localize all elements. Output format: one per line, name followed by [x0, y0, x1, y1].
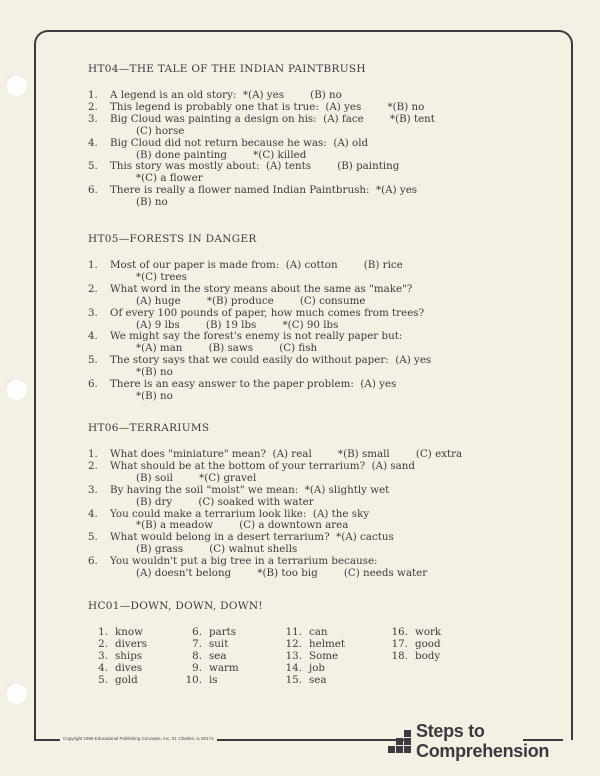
question-text: We might say the forest's enemy is not really paper but:: [110, 330, 403, 343]
word-column: [86, 627, 147, 687]
word-column: [280, 627, 345, 687]
question-text: There is an easy answer to the paper problem: (A) yes: [110, 378, 397, 391]
word-answer: dives: [115, 662, 143, 674]
word-answer: sea: [209, 650, 227, 662]
word-answer: can: [309, 626, 328, 638]
question-text: What word in the story means about the same as "make"?: [110, 282, 413, 295]
question-text: This story was mostly about: (A) tents (B) painting: [110, 160, 400, 173]
word-column: [180, 627, 239, 687]
question-item: [88, 532, 558, 556]
word-number: 18.: [391, 650, 408, 662]
word-item: [386, 651, 441, 663]
word-answer: Some: [309, 650, 339, 662]
word-number: 4.: [98, 662, 108, 674]
question-text: You wouldn't put a big tree in a terrarium because:: [110, 555, 378, 568]
question-number: 1.: [88, 89, 98, 101]
word-answer: sea: [309, 674, 327, 686]
question-item: [88, 260, 558, 284]
question-number: 6.: [88, 555, 98, 568]
question-item: [88, 556, 558, 580]
word-number: 12.: [285, 638, 302, 650]
word-number: 15.: [285, 674, 302, 686]
word-answer: work: [415, 626, 442, 638]
word-number: 17.: [391, 638, 408, 650]
binder-hole-middle: [5, 378, 27, 400]
answer-choices-line: *(A) man (B) saws (C) fish: [136, 342, 318, 355]
question-number: 5.: [88, 160, 98, 173]
word-column: [386, 627, 441, 663]
question-text: Big Cloud was painting a design on his: (A) face *(B) tent: [110, 112, 435, 125]
word-number: 11.: [285, 626, 302, 638]
answer-choices-line: (C) horse: [136, 124, 185, 137]
question-number: 4.: [88, 136, 98, 149]
logo-line-1: Steps to: [416, 721, 489, 742]
question-text: What does "miniature" mean? (A) real *(B) small (C) extra: [110, 448, 463, 460]
answer-choices-line: (B) done painting *(C) killed: [136, 148, 307, 161]
question-number: 3.: [88, 306, 98, 319]
question-text: By having the soil "moist" we mean: *(A) slightly wet: [110, 483, 390, 496]
word-number: 6.: [192, 626, 202, 638]
word-answer: divers: [115, 638, 148, 650]
word-answer: gold: [115, 674, 138, 686]
question-number: 4.: [88, 507, 98, 520]
section-title: HT06—TERRARIUMS: [88, 422, 210, 434]
question-item: [88, 138, 558, 162]
question-item: [88, 161, 558, 185]
question-item: [88, 185, 558, 209]
word-answer: parts: [209, 626, 237, 638]
question-number: 5.: [88, 354, 98, 367]
question-number: 6.: [88, 184, 98, 197]
question-text: You could make a terrarium look like: (A) the sky: [110, 507, 370, 520]
word-answer: helmet: [309, 638, 346, 650]
answer-choices-line: (A) doesn't belong *(B) too big (C) needs water: [136, 567, 428, 580]
word-number: 9.: [192, 662, 202, 674]
answer-choices-line: *(C) trees: [136, 270, 187, 283]
question-number: 5.: [88, 531, 98, 544]
word-number: 3.: [98, 650, 108, 662]
word-number: 5.: [98, 674, 108, 686]
stairs-squares-icon: [382, 728, 418, 760]
question-number: 1.: [88, 448, 98, 460]
question-item: [88, 114, 558, 138]
section-title: HT05—FORESTS IN DANGER: [88, 233, 257, 245]
question-item: [88, 355, 558, 379]
answer-choices-line: (B) grass (C) walnut shells: [136, 543, 298, 556]
word-answer: is: [209, 674, 218, 686]
question-text: What would belong in a desert terrarium? *(A) cactus: [110, 531, 394, 544]
question-number: 1.: [88, 259, 98, 271]
question-number: 3.: [88, 483, 98, 496]
question-item: [88, 284, 558, 308]
word-number: 7.: [192, 638, 202, 650]
word-answer: suit: [209, 638, 229, 650]
word-number: 10.: [185, 674, 202, 686]
answer-choices-line: (B) soil *(C) gravel: [136, 471, 257, 484]
word-answer: know: [115, 626, 143, 638]
question-item: [88, 379, 558, 403]
answer-choices-line: (B) no: [136, 196, 168, 209]
question-number: 4.: [88, 330, 98, 343]
word-answer: good: [415, 638, 441, 650]
question-text: Big Cloud did not return because he was: (A) old: [110, 136, 369, 149]
question-item: [88, 308, 558, 332]
section-hc01: [88, 601, 558, 693]
question-number: 2.: [88, 459, 98, 472]
word-number: 14.: [285, 662, 302, 674]
question-text: A legend is an old story: *(A) yes (B) no: [110, 89, 342, 101]
footer-rule-right: [523, 739, 563, 741]
question-text: The story says that we could easily do without paper: (A) yes: [110, 354, 432, 367]
answer-choices-line: (A) huge *(B) produce (C) consume: [136, 294, 366, 307]
section-ht05: [88, 234, 558, 403]
answer-choices-line: (A) 9 lbs (B) 19 lbs *(C) 90 lbs: [136, 318, 339, 331]
steps-to-comprehension-logo: [382, 720, 582, 766]
copyright-notice: Copyright 1986 Educational Publishing Concepts, Inc. St. Charles, IL 60174: [60, 736, 217, 741]
answer-choices-line: *(C) a flower: [136, 172, 203, 185]
question-item: [88, 509, 558, 533]
section-ht06: [88, 423, 558, 580]
word-number: 13.: [285, 650, 302, 662]
question-number: 2.: [88, 282, 98, 295]
question-text: There is really a flower named Indian Paintbrush: *(A) yes: [110, 184, 418, 197]
question-number: 6.: [88, 378, 98, 391]
binder-hole-bottom: [5, 682, 27, 704]
word-answer: job: [309, 662, 325, 674]
word-answer: warm: [209, 662, 239, 674]
question-text: Of every 100 pounds of paper, how much comes from trees?: [110, 306, 425, 319]
question-text: What should be at the bottom of your terrarium? (A) sand: [110, 459, 416, 472]
answer-choices-line: *(B) a meadow (C) a downtown area: [136, 519, 349, 532]
question-item: [88, 331, 558, 355]
binder-hole-top: [5, 74, 27, 96]
question-number: 2.: [88, 100, 98, 113]
word-number: 1.: [98, 626, 108, 638]
answer-choices-line: *(B) no: [136, 389, 173, 402]
question-item: [88, 485, 558, 509]
word-number: 8.: [192, 650, 202, 662]
answer-choices-line: (B) dry (C) soaked with water: [136, 495, 314, 508]
word-answer: ships: [115, 650, 143, 662]
word-item: [86, 675, 147, 687]
section-ht04: [88, 64, 558, 209]
question-item: [88, 461, 558, 485]
word-item: [180, 675, 239, 687]
section-title: HT04—THE TALE OF THE INDIAN PAINTBRUSH: [88, 63, 366, 75]
answer-choices-line: *(B) no: [136, 366, 173, 379]
word-answer: body: [415, 650, 441, 662]
logo-line-2: Comprehension: [416, 741, 550, 761]
section-title: HC01—DOWN, DOWN, DOWN!: [88, 600, 263, 612]
question-number: 3.: [88, 112, 98, 125]
word-number: 16.: [391, 626, 408, 638]
question-text: This legend is probably one that is true: (A) yes *(B) no: [110, 100, 425, 113]
question-text: Most of our paper is made from: (A) cotton (B) rice: [110, 259, 403, 271]
word-grid: [88, 627, 558, 693]
word-item: [280, 675, 345, 687]
word-number: 2.: [98, 638, 108, 650]
